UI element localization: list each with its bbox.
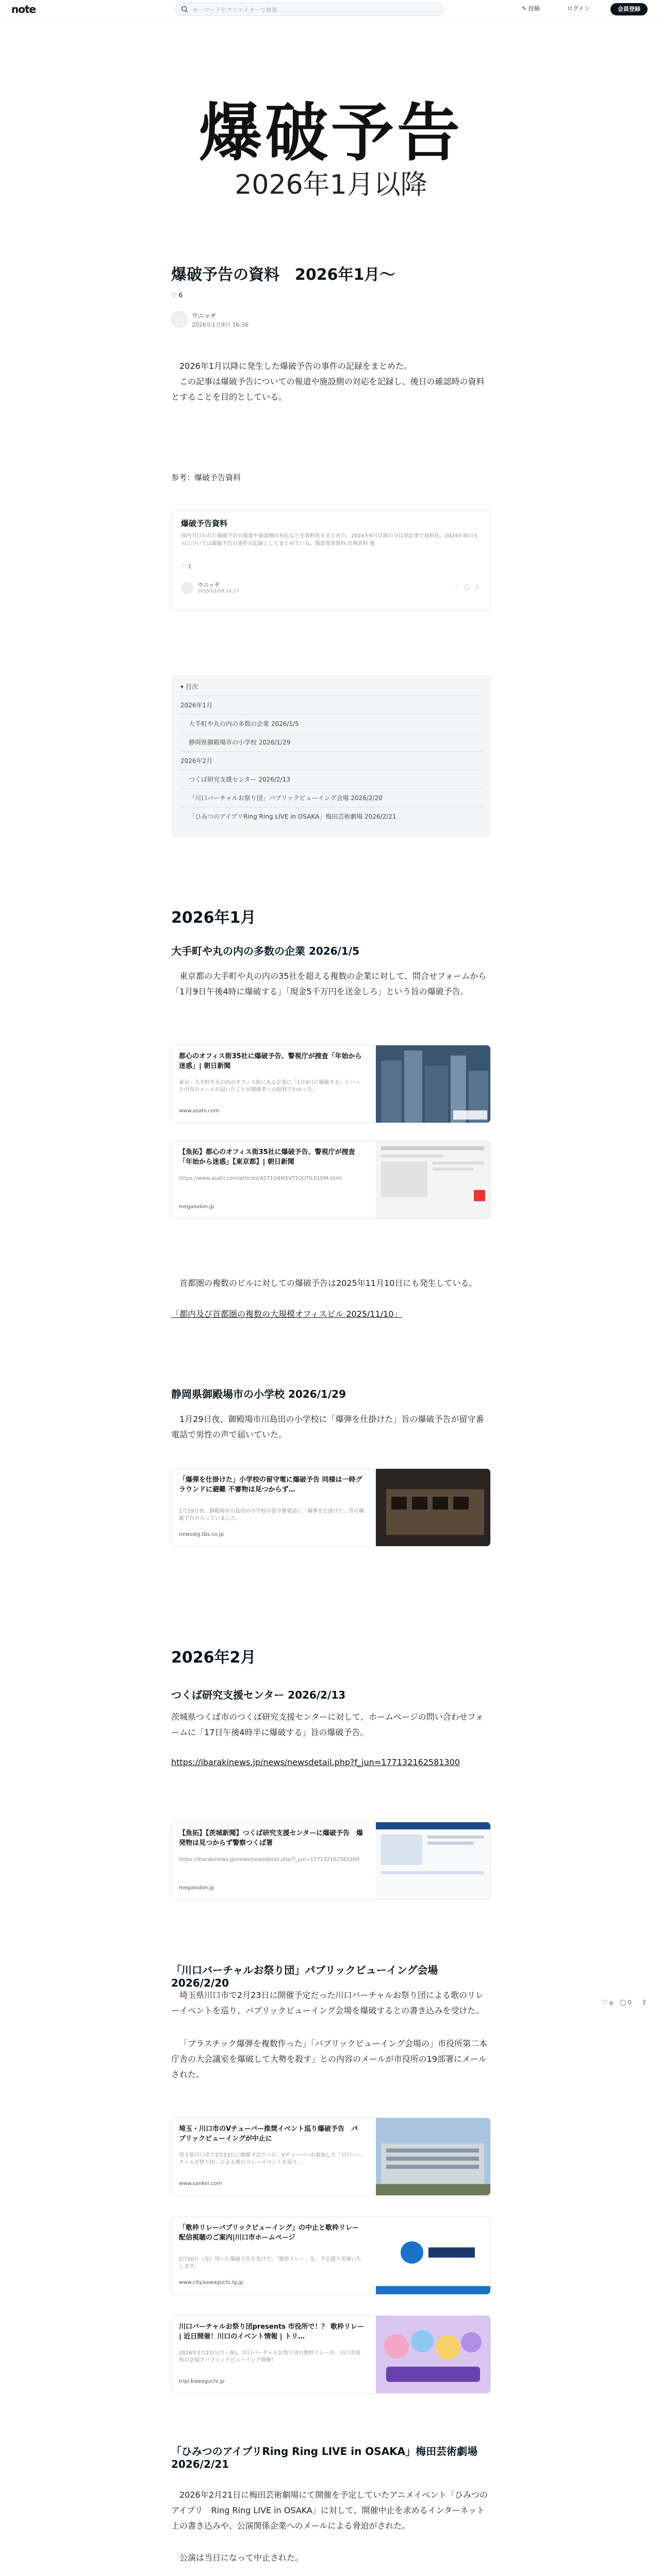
- heart-icon: ♡: [171, 292, 177, 299]
- toc-item[interactable]: 2026年2月: [180, 757, 213, 765]
- login-button[interactable]: ログイン: [567, 5, 590, 12]
- side-comment-button[interactable]: [620, 1999, 632, 2006]
- news-link-text[interactable]: https://ibarakinews.jp/news/newsdetail.php?f_jun=17713216258130​0: [171, 1757, 460, 1767]
- toc-heading[interactable]: ▾ 目次: [180, 683, 198, 690]
- article-title: 爆破予告の資料 2026年1月〜: [171, 266, 395, 284]
- chevron-down-icon: ▾: [180, 683, 184, 690]
- search-input[interactable]: [175, 3, 443, 16]
- card-desc: 埼玉県川口市で2月23日に開催予定だった、Vチューバーが参加した「川口バーチャルお祭り団」による歌のリレーイベントを巡り…: [179, 2153, 362, 2165]
- reference-label: 参考：爆破予告資料: [171, 473, 241, 482]
- link-card[interactable]: [171, 2216, 491, 2295]
- note-logo[interactable]: note: [11, 3, 36, 15]
- card-url: www.asahi.com: [179, 1108, 219, 1114]
- card-url: www.sankei.com: [179, 2181, 222, 2187]
- section-heading-jan: 2026年1月: [171, 909, 256, 927]
- signup-button[interactable]: 会員登録: [610, 3, 648, 15]
- card-desc: 2026年2月23日(月・祝)、川口バーチャルお祭り団の歌枠リレーが、川口市役所の会場でパブリックビューイング開催！: [179, 2350, 361, 2363]
- table-of-contents: [171, 675, 491, 838]
- intro-paragraph-1: 2026年1月以降に発生した爆破予告の事件の記録をまとめた。: [179, 361, 412, 371]
- post-button[interactable]: [522, 4, 540, 12]
- body-paragraph: 「プラスチック爆弾を複数作った」「パブリックビューイング会場の」市役所第二本庁舎の大会議室を爆破して大勢を殺す」との内容のメールが市役所の19部署にメールされた。: [171, 2039, 488, 2079]
- toc-item[interactable]: つくば研究支援センター 2026/2/13: [189, 776, 290, 783]
- webpage-screenshot-thumbnail: [376, 1141, 490, 1218]
- city-skyline-thumbnail: [376, 1045, 490, 1123]
- body-paragraph: 公演は当日になって中止された。: [179, 2553, 304, 2563]
- subsection-title: つくば研究支援センター 2026/2/13: [171, 1689, 346, 1701]
- side-share-icon[interactable]: ⇪: [641, 1999, 647, 2007]
- link-card[interactable]: [171, 1045, 491, 1123]
- body-paragraph: 首都圏の複数のビルに対しての爆破予告は2025年11月10日にも発生している。: [179, 1278, 477, 1288]
- ref-card-desc: 国内で行われた爆破予告の報道や施設側の対応などを資料化をまとめた。2024年6月以前の分は別記事で資料化。2024年前のものについては爆破予告の事件の記録としてまとめている。報道発表資料 出典資料 他: [181, 533, 479, 547]
- author-name[interactable]: ウニッテ: [192, 312, 217, 319]
- card-url: newsdig.tbs.co.jp: [179, 1532, 224, 1537]
- card-title: 川口バーチャルお祭り団presents 市役所で！？ 歌枠リレー | 近日開催！川口のイベント情報 | トリ…: [179, 2323, 364, 2341]
- card-url: megalodon.jp: [179, 1885, 214, 1891]
- divider: [179, 751, 483, 752]
- like-count-top[interactable]: [171, 292, 183, 299]
- heart-icon: ♡: [601, 1999, 608, 2007]
- side-like-button[interactable]: [601, 1999, 613, 2007]
- card-desc: 1月29日夜、御殿場市川島田の小学校の留守番電話に「爆弾を仕掛けた」旨の爆破予告が入っていました。: [179, 1509, 365, 1521]
- toc-item[interactable]: 静岡県御殿場市の小学校 2026/1/29: [189, 739, 291, 746]
- link-card[interactable]: [171, 1468, 491, 1547]
- link-card[interactable]: [171, 2117, 491, 2196]
- subsection-title: 「川口バーチャルお祭り団」パブリックビューイング会場 2026/2/20: [171, 1964, 438, 1989]
- related-link-text[interactable]: 「都内及び首都圏の複数の大規模オフィスビル 2025/11/10」: [171, 1309, 402, 1319]
- city-hall-thumbnail: [376, 2118, 490, 2195]
- link-card[interactable]: [171, 1822, 491, 1900]
- news-link[interactable]: [171, 1755, 491, 1770]
- comment-icon: ◯: [620, 1999, 626, 2006]
- pencil-icon: ✎: [522, 5, 527, 12]
- card-url: megalodon.jp: [179, 1204, 214, 1210]
- ref-card-avatar: [181, 582, 193, 594]
- body-paragraph: 2026年2月21日に梅田芸術劇場にて開催を予定していたアニメイベント「ひみつのアイプリ Ring Ring LIVE in OSAKA」に対して、開催中止を求めるインターネット上の書き込みや、公演関係企業へのメールによる脅迫がされた。: [171, 2490, 488, 2531]
- vtuber-event-poster-thumbnail: [376, 2316, 490, 2393]
- link-card[interactable]: [171, 2315, 491, 2394]
- card-desc: https://www.asahi.com/articles/AST1Q4M5VT1QUTIL01DM.html: [179, 1176, 342, 1181]
- side-like-count: 6: [609, 2000, 614, 2007]
- school-building-thumbnail: [376, 1469, 490, 1546]
- search-icon: [181, 6, 188, 13]
- card-url: www.city.kawaguchi.lg.jp: [179, 2280, 243, 2285]
- divider: [179, 788, 483, 789]
- subsection-title: 「ひみつのアイプリRing Ring LIVE in OSAKA」梅田芸術劇場 2026/2/21: [171, 2445, 478, 2470]
- toc-item[interactable]: 大手町や丸の内の多数の企業 2026/1/5: [189, 720, 299, 727]
- card-title: 【魚拓】【茨城新聞】つくば研究支援センターに爆破予告 爆発物は見つからず警察つくば署: [179, 1829, 363, 1847]
- search-placeholder: キーワードやクリエイターで検索: [192, 7, 277, 13]
- intro-paragraph-2: この記事は爆破予告についての報道や施設側の対応を記録し、後日の確認時の資料とすることを目的としている。: [171, 377, 485, 402]
- ref-card-author: ウニッテ: [197, 582, 220, 588]
- card-title: 「爆弾を仕掛けた」小学校の留守電に爆破予告 同様は一時グラウンドに避難 不審物は見つからず…: [179, 1476, 362, 1494]
- heart-icon: ♡: [181, 563, 186, 570]
- subsection-title: 大手町や丸の内の多数の企業 2026/1/5: [171, 945, 360, 957]
- body-paragraph: 1月29日夜、御殿場市川島田の小学校に「爆弾を仕掛けた」旨の爆破予告が留守番電話で男性の声で届いていた。: [171, 1414, 484, 1439]
- post-date: 2026年1月9日 16:36: [192, 321, 249, 328]
- ref-card-title: 爆破予告資料: [181, 519, 228, 528]
- toc-item[interactable]: 「川口バーチャルお祭り団」パブリックビューイング会場 2026/2/20: [189, 794, 383, 802]
- body-paragraph: 茨城県つくば市のつくば研究支援センターに対して、ホームページの問い合わせフォームに「17日午後4時半に爆破する」旨の爆破予告。: [171, 1712, 484, 1737]
- side-comment-count: 0: [627, 1999, 632, 2006]
- site-header: [0, 0, 662, 19]
- card-title: 【魚拓】都心のオフィス街35社に爆破予告、警視庁が捜査「年始から迷惑」【東京都】| 朝日新聞: [179, 1148, 355, 1166]
- body-paragraph: 埼玉県川口市で2月23日に開催予定だった川口バーチャルお祭り団による歌のリレーイベントを巡り、パブリックビューイング会場を爆破するとの書き込みを受けた。: [171, 1990, 484, 2015]
- webpage-screenshot-thumbnail: [376, 1822, 490, 1900]
- ref-card-actions: ♡ ◯ ⇧: [453, 584, 481, 590]
- toc-item[interactable]: 2026年1月: [180, 702, 213, 709]
- related-link[interactable]: [171, 1307, 491, 1322]
- ref-card-likes: ♡ 1: [181, 563, 192, 570]
- toc-item[interactable]: 「ひみつのアイプリRing Ring LIVE in OSAKA」梅田芸術劇場 2026/2/21: [189, 813, 396, 820]
- divider: [179, 714, 483, 715]
- subsection-title: 静岡県御殿場市の小学校 2026/1/29: [171, 1388, 346, 1400]
- author-avatar[interactable]: [171, 311, 188, 328]
- like-count: 6: [178, 292, 183, 299]
- body-paragraph: 東京都の大手町や丸の内の35社を超える複数の企業に対して、問合せフォームから「1月9日午後4時に爆破する」「現金5千万円を送金しろ」という旨の爆破予告。: [171, 971, 487, 996]
- card-desc: 東京・大手町や丸の内のオフィス街にある企業に「1月9日に爆破する」といった内容のメールが届いたことが関係者への取材でわかった。: [179, 1080, 360, 1093]
- card-desc: https://ibarakinews.jp/news/newsdetail.php?f_jun=177132162581300: [179, 1857, 359, 1862]
- card-url: tripi.kawaguchi.jp: [179, 2379, 225, 2384]
- hero-subtitle: 2026年1月以降: [235, 170, 427, 200]
- card-desc: 2月20日（金）用いた爆破予告を受けて、「歌枠リレー」を、予定通り実施いたします。: [179, 2257, 361, 2269]
- card-title: 埼玉・川口市のVチューバー推奨イベント巡り爆破予告 パブリックビューイングが中止に: [179, 2125, 358, 2143]
- post-label: 投稿: [528, 5, 540, 12]
- hero-title: 爆破予告: [199, 96, 463, 170]
- link-card[interactable]: [171, 1141, 491, 1219]
- card-title: 都心のオフィス街35社に爆破予告、警視庁が捜査「年始から迷惑」| 朝日新聞: [179, 1053, 362, 1070]
- kawaguchi-city-logo-thumbnail: [376, 2217, 490, 2294]
- section-heading-feb: 2026年2月: [171, 1649, 256, 1667]
- reference-card[interactable]: [171, 510, 491, 611]
- ref-card-date: 2025/02/09 16:27: [197, 589, 239, 594]
- card-title: 「歌枠リレーパブリックビューイング」の中止と歌枠リレー配信視聴のご案内|川口市ホームページ: [179, 2224, 359, 2242]
